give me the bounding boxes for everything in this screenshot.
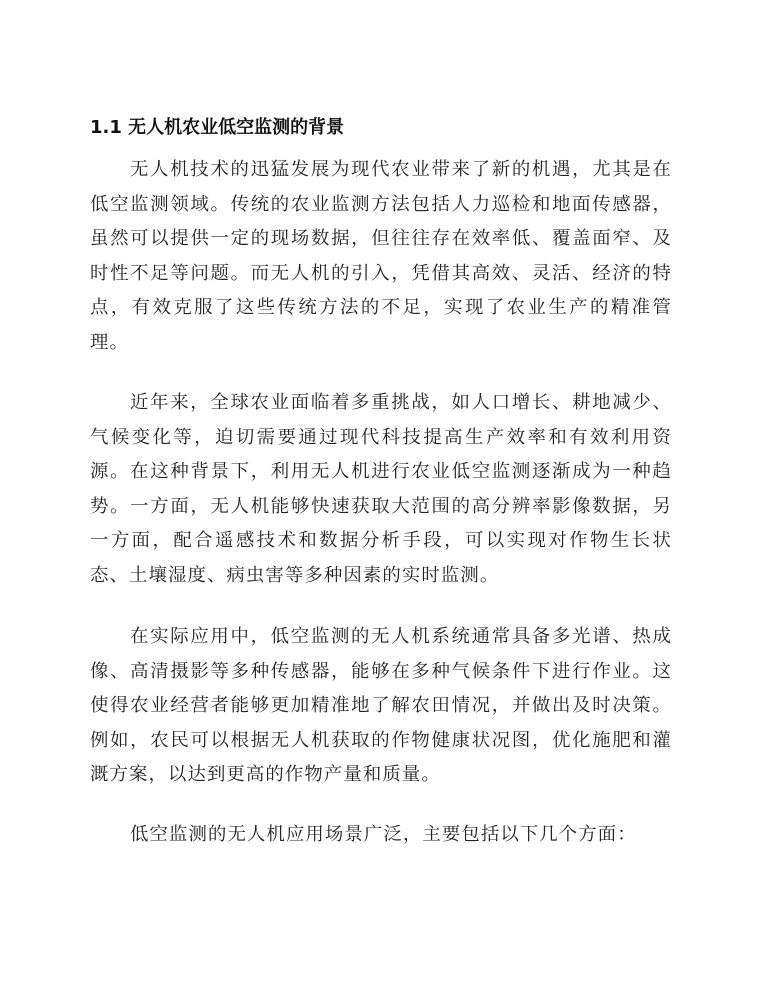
paragraph-practical-applications: 在实际应用中，低空监测的无人机系统通常具备多光谱、热成像、高清摄影等多种传感器，能够在多种气候条件下进行作业。这使得农业经营者能够更加精准地了解农田情况，并做出及时决策。例如，农民可以根据无人机获取的作物健康状况图，优化施肥和灌溉方案，以达到更高的作物产量和质量。 (90, 626, 672, 786)
paragraph-background-intro: 无人机技术的迅猛发展为现代农业带来了新的机遇，尤其是在低空监测领域。传统的农业监测方法包括人力巡检和地面传感器，虽然可以提供一定的现场数据，但往往存在效率低、覆盖面窄、及时性不足等问题。而无人机的引入，凭借其高效、灵活、经济的特点，有效克服了这些传统方法的不足，实现了农业生产的精准管理。 (90, 159, 672, 353)
paragraph-application-scenarios: 低空监测的无人机应用场景广泛，主要包括以下几个方面： (130, 824, 637, 845)
paragraph-global-challenges: 近年来，全球农业面临着多重挑战，如人口增长、耕地减少、气候变化等，迫切需要通过现代科技提高生产效率和有效利用资源。在这种背景下，利用无人机进行农业低空监测逐渐成为一种趋势。一方面，无人机能够快速获取大范围的高分辨率影像数据，另一方面，配合遥感技术和数据分析手段，可以实现对作物生长状态、土壤湿度、病虫害等多种因素的实时监测。 (90, 392, 672, 586)
section-heading: 1.1 无人机农业低空监测的背景 (90, 117, 345, 138)
